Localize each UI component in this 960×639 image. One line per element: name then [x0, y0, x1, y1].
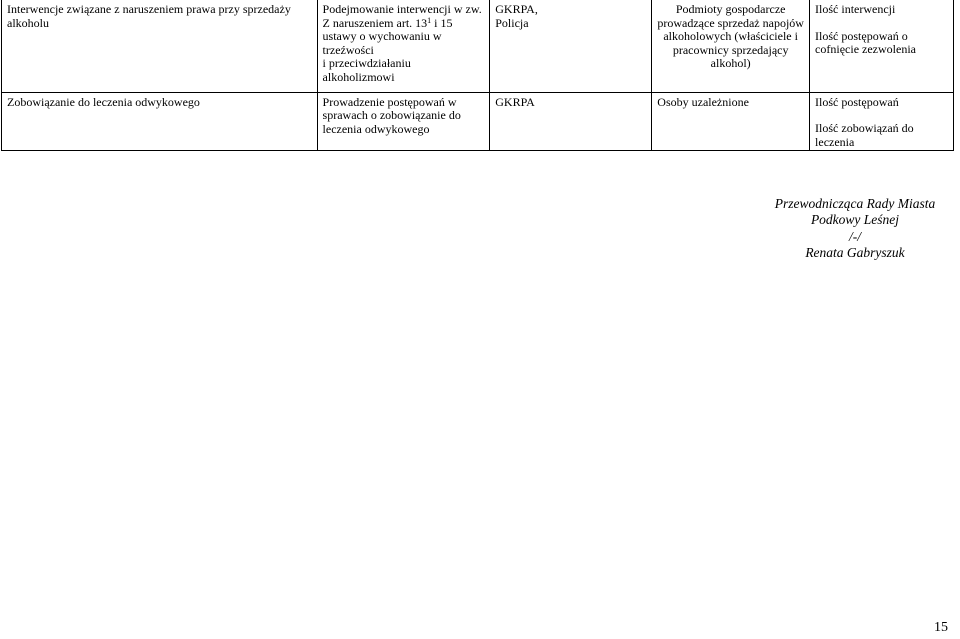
indicator-text-1: Ilość interwencji	[815, 2, 896, 16]
target-cell	[652, 92, 810, 151]
article-superscript: 1	[427, 15, 432, 25]
activity-text	[323, 3, 485, 84]
target-cell	[652, 0, 810, 92]
signature-town: Podkowy Leśnej	[810, 212, 900, 228]
signature-title: Przewodnicząca Rady Miasta	[774, 196, 936, 211]
indicator-text-2: Ilość zobowiązań do leczenia	[815, 121, 914, 149]
activity-cell	[317, 92, 490, 151]
activity-text: Prowadzenie postępowań w sprawach o zobowiązanie do leczenia odwykowego	[322, 94, 461, 136]
task-cell	[2, 92, 318, 151]
task-cell	[2, 0, 318, 92]
signature-name: Renata Gabryszuk	[805, 245, 905, 261]
program-table	[1, 0, 954, 151]
executor-cell	[490, 92, 652, 151]
target-text: Osoby uzależnione	[657, 94, 749, 109]
activity-text-prefix: Podejmowanie interwencji w zw. Z naruszeniem art. 13	[322, 2, 482, 30]
executor-cell	[490, 0, 652, 92]
executor-text: GKRPA	[495, 94, 535, 109]
activity-cell	[317, 0, 490, 92]
activity-text-suffix: i 15 ustawy o wychowaniu w trzeźwości i przeciwdziałaniu alkoholizmowi	[322, 15, 453, 84]
signature-block	[760, 196, 950, 262]
executor-text: GKRPA, Policja	[495, 2, 538, 30]
indicator-text-2: Ilość postępowań o cofnięcie zezwolenia	[815, 28, 916, 56]
indicator-text-1: Ilość postępowań	[815, 94, 899, 109]
target-text: Podmioty gospodarcze prowadzące sprzedaż napojów alkoholowych (właściciele i pracownicy sprzedający alkohol)	[657, 2, 804, 70]
task-text: Zobowiązanie do leczenia odwykowego	[7, 94, 200, 109]
table-row	[2, 92, 954, 151]
page-number: 15	[934, 620, 948, 635]
table-row	[2, 0, 954, 92]
indicator-cell	[810, 0, 954, 92]
task-text: Interwencje związane z naruszeniem prawa przy sprzedaży alkoholu	[7, 2, 291, 30]
signature-mark: /-/	[849, 228, 861, 244]
indicator-cell	[810, 92, 954, 151]
